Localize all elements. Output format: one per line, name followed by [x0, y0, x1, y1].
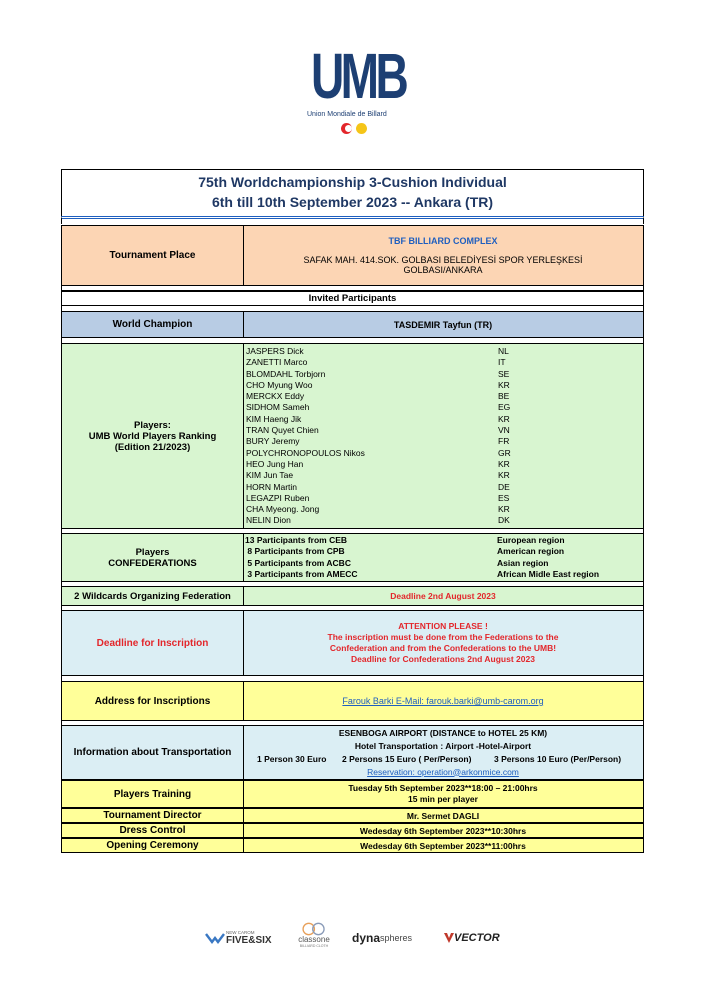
price-1-person: 1 Person 30 Euro — [257, 753, 327, 764]
player-country: KR — [498, 470, 510, 481]
confederation-participants: 8 Participants from CPB — [245, 546, 345, 557]
inscription-notice — [243, 611, 643, 675]
player-country: ES — [498, 492, 510, 503]
player-name: JASPERS Dick — [246, 346, 304, 356]
player-row — [246, 459, 639, 470]
player-country: DK — [498, 515, 510, 526]
player-name: CHO Myung Woo — [246, 379, 313, 390]
vector-text: VECTOR — [454, 932, 500, 944]
confederation-row — [245, 535, 639, 546]
wildcards-row — [61, 586, 644, 606]
player-name: KIM Haeng Jik — [246, 413, 302, 424]
transport-prices — [243, 753, 643, 766]
confederation-row — [245, 558, 639, 569]
training-label: Players Training — [62, 781, 244, 807]
player-country: KR — [498, 413, 510, 424]
player-name: BLOMDAHL Torbjorn — [246, 368, 326, 379]
inscription-line-4: Deadline for Confederations 2nd August 2023 — [351, 654, 535, 664]
player-row — [246, 470, 639, 481]
invited-participants-header: Invited Participants — [61, 290, 644, 306]
confederation-region: Asian region — [497, 557, 549, 568]
opening-ceremony-time: Wedesday 6th September 2023**11:00hrs — [360, 840, 526, 851]
confederation-participants: 5 Participants from ACBC — [245, 557, 351, 568]
player-name: MERCKX Eddy — [246, 391, 305, 402]
world-champion-row — [61, 311, 644, 338]
ranking-label: UMB World Players Ranking — [88, 430, 217, 442]
inscription-label: Deadline for Inscription — [62, 611, 244, 675]
player-row — [246, 493, 639, 504]
player-row — [246, 402, 639, 413]
transportation-label: Information about Transportation — [62, 726, 244, 779]
address-row — [61, 681, 644, 721]
players-ranking-row — [61, 343, 644, 529]
confederation-participants: 13 Participants from CEB — [245, 535, 348, 545]
venue-address-2: GOLBASI/ANKARA — [403, 265, 483, 275]
player-country: IT — [498, 357, 506, 368]
player-name: KIM Jun Tae — [246, 470, 294, 481]
classone-rings-icon — [294, 922, 334, 936]
hotel-transport-info: Hotel Transportation : Airport -Hotel-Airport — [354, 740, 532, 751]
reservation-email-link[interactable]: Reservation: operation@arkonmice.com — [367, 766, 519, 777]
player-country: KR — [498, 379, 510, 390]
player-country: SE — [498, 368, 510, 379]
training-row — [61, 780, 644, 808]
dyna-text: dyna — [352, 931, 381, 945]
player-row — [246, 391, 639, 402]
player-name: POLYCHRONOPOULOS Nikos — [246, 447, 365, 458]
logo-subtitle: Union Mondiale de Billard — [307, 111, 387, 118]
player-country: VN — [498, 425, 510, 436]
transportation-row — [61, 725, 644, 780]
spheres-text: spheres — [380, 933, 413, 943]
player-row — [246, 482, 639, 493]
player-name: BURY Jeremy — [246, 436, 300, 447]
umb-logo — [305, 40, 406, 136]
tournament-place-value — [243, 226, 643, 285]
red-ball-icon — [341, 123, 352, 134]
player-row — [246, 436, 639, 447]
yellow-ball-icon — [356, 123, 367, 134]
player-country: BE — [498, 391, 510, 402]
address-contact-cell — [243, 682, 643, 720]
confederation-participants: 3 Participants from AMECC — [245, 569, 358, 580]
player-row — [246, 369, 639, 380]
classone-logo — [294, 922, 334, 948]
player-row — [246, 515, 639, 526]
player-row — [246, 448, 639, 459]
confederation-region: European region — [497, 535, 565, 545]
airport-info: ESENBOGA AIRPORT (DISTANCE to HOTEL 25 KM) — [338, 727, 548, 738]
inscription-line-1: ATTENTION PLEASE ! — [398, 621, 488, 631]
dress-control-row — [61, 823, 644, 838]
director-label: Tournament Director — [62, 809, 244, 822]
player-row — [246, 414, 639, 425]
price-2-persons: 2 Persons 15 Euro ( Per/Person) — [342, 753, 472, 764]
player-name: LEGAZPI Ruben — [246, 492, 310, 503]
address-label: Address for Inscriptions — [62, 682, 244, 720]
logo-text: UMB — [311, 40, 406, 112]
player-name: HEO Jung Han — [246, 458, 304, 469]
player-name: NELIN Dion — [246, 515, 291, 526]
venue-address-1: SAFAK MAH. 414.SOK. GOLBASI BELEDİYESİ SPOR YERLEŞKESİ — [303, 255, 583, 265]
tournament-place-row — [61, 225, 644, 286]
player-name: TRAN Quyet Chien — [246, 425, 319, 436]
confederation-row — [245, 546, 639, 557]
conf-label-1: Players — [135, 546, 170, 558]
event-dates: 6th till 10th September 2023 -- Ankara (TR) — [211, 194, 494, 210]
fivesix-chevron-icon — [205, 931, 225, 945]
opening-ceremony-row — [61, 838, 644, 853]
transportation-info — [243, 726, 643, 779]
wildcards-deadline: Deadline 2nd August 2023 — [390, 591, 496, 601]
player-row — [246, 425, 639, 436]
conf-label-2: CONFEDERATIONS — [108, 557, 197, 569]
confederations-label — [62, 534, 244, 581]
inscription-email-link[interactable]: Farouk Barki E-Mail: farouk.barki@umb-carom.org — [342, 696, 544, 706]
player-country: KR — [498, 458, 510, 469]
players-ranking-label — [62, 344, 244, 528]
dress-control-time: Wedesday 6th September 2023**10:30hrs — [359, 825, 527, 836]
classone-text: classone — [298, 935, 330, 944]
inscription-line-3: Confederation and from the Confederations to the UMB! — [329, 643, 557, 653]
confederation-region: African Midle East region — [497, 569, 600, 580]
player-country: GR — [498, 447, 511, 458]
director-name: Mr. Sermet DAGLI — [406, 810, 480, 821]
world-champion-label: World Champion — [62, 312, 244, 337]
inscription-row — [61, 610, 644, 676]
confederation-region: American region — [497, 546, 565, 557]
confederations-list — [245, 535, 639, 581]
fivesix-text: FIVE&SIX — [226, 935, 272, 946]
dynaspheres-logo — [352, 925, 412, 951]
player-country: DE — [498, 481, 510, 492]
opening-ceremony-label: Opening Ceremony — [62, 839, 244, 852]
fivesix-logo — [205, 925, 272, 951]
confederation-row — [245, 569, 639, 580]
player-country: FR — [498, 436, 510, 447]
player-name: SIDHOM Sameh — [246, 402, 310, 413]
vector-v-icon — [444, 932, 454, 944]
training-info — [243, 781, 643, 807]
classone-subtext: BILLIARD CLOTH — [299, 944, 329, 948]
inscription-line-2: The inscription must be done from the Federations to the — [327, 632, 559, 642]
title-divider — [61, 216, 644, 224]
player-row — [246, 346, 639, 357]
player-country: KR — [498, 504, 510, 515]
player-name: ZANETTI Marco — [246, 357, 308, 368]
training-duration: 15 min per player — [408, 794, 478, 804]
event-title: 75th Worldchampionship 3-Cushion Individual — [198, 174, 507, 190]
player-country: NL — [498, 346, 509, 356]
wildcards-label: 2 Wildcards Organizing Federation — [62, 587, 244, 605]
player-country: EG — [498, 402, 511, 413]
player-name: CHA Myeong. Jong — [246, 504, 320, 515]
training-time: Tuesday 5th September 2023**18:00 – 21:00hrs — [348, 783, 538, 793]
players-label: Players: — [134, 419, 171, 431]
ranking-edition: (Edition 21/2023) — [114, 441, 191, 453]
player-row — [246, 504, 639, 515]
world-champion-name: TASDEMIR Tayfun (TR) — [393, 319, 493, 330]
director-row — [61, 808, 644, 823]
player-row — [246, 357, 639, 368]
price-3-persons: 3 Persons 10 Euro (Per/Person) — [494, 753, 622, 764]
venue-name: TBF BILLIARD COMPLEX — [388, 236, 498, 246]
fivesix-tagline: NEW CAROM — [226, 930, 255, 935]
confederations-row — [61, 533, 644, 582]
player-name: HORN Martin — [246, 481, 298, 492]
vector-logo — [444, 925, 500, 951]
tournament-place-label: Tournament Place — [62, 226, 244, 285]
player-row — [246, 380, 639, 391]
dress-control-label: Dress Control — [62, 824, 244, 837]
players-list — [246, 346, 639, 527]
